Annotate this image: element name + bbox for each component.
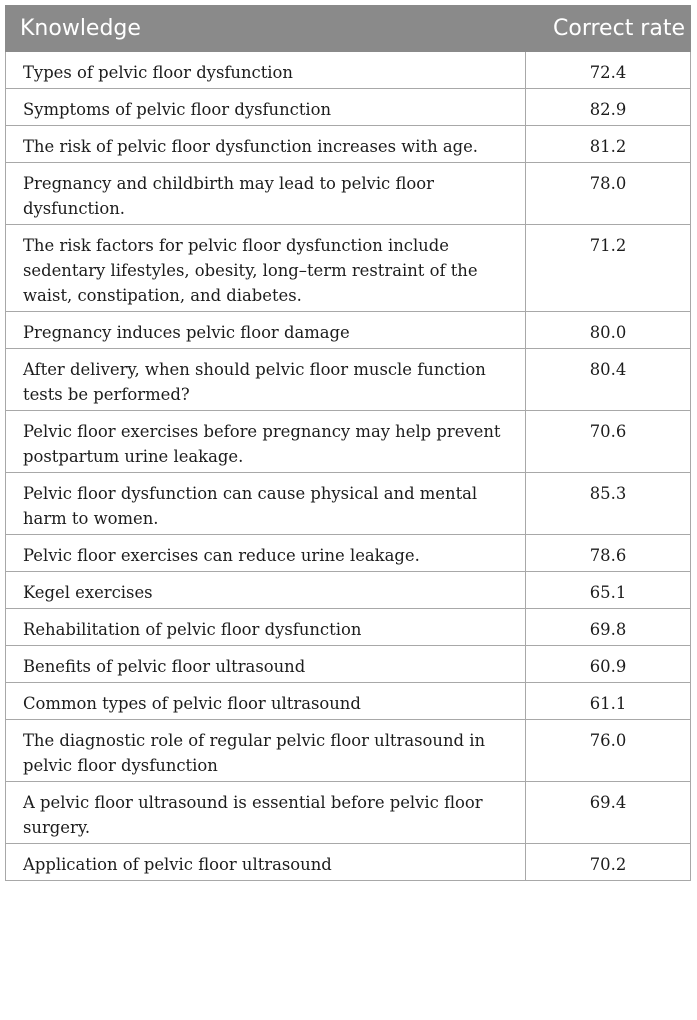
knowledge-table [5, 5, 691, 881]
rate-cell: 76.0 [526, 720, 691, 782]
table-row [6, 609, 691, 646]
rate-cell: 78.0 [526, 163, 691, 225]
table-row [6, 844, 691, 881]
rate-cell: 71.2 [526, 225, 691, 312]
rate-cell: 80.0 [526, 312, 691, 349]
table-row [6, 225, 691, 312]
knowledge-cell: Pregnancy and childbirth may lead to pelvic floor dysfunction. [6, 163, 526, 225]
rate-cell: 85.3 [526, 473, 691, 535]
knowledge-cell: Types of pelvic floor dysfunction [6, 52, 526, 89]
knowledge-cell: Symptoms of pelvic floor dysfunction [6, 89, 526, 126]
rate-cell: 70.6 [526, 411, 691, 473]
table-row [6, 411, 691, 473]
knowledge-cell: Pelvic floor dysfunction can cause physical and mental harm to women. [6, 473, 526, 535]
table-row [6, 572, 691, 609]
rate-cell: 60.9 [526, 646, 691, 683]
table-row [6, 89, 691, 126]
header-knowledge: Knowledge [6, 6, 526, 52]
knowledge-table-container [5, 5, 690, 881]
rate-cell: 82.9 [526, 89, 691, 126]
knowledge-cell: Pelvic floor exercises before pregnancy may help prevent postpartum urine leakage. [6, 411, 526, 473]
header-row [6, 6, 691, 52]
rate-cell: 69.4 [526, 782, 691, 844]
header-correct-rate: Correct rate [526, 6, 691, 52]
knowledge-cell: After delivery, when should pelvic floor muscle function tests be performed? [6, 349, 526, 411]
knowledge-cell: Benefits of pelvic floor ultrasound [6, 646, 526, 683]
knowledge-cell: Rehabilitation of pelvic floor dysfunction [6, 609, 526, 646]
rate-cell: 65.1 [526, 572, 691, 609]
rate-cell: 81.2 [526, 126, 691, 163]
table-header [6, 6, 691, 52]
table-row [6, 163, 691, 225]
rate-cell: 78.6 [526, 535, 691, 572]
knowledge-cell: Pelvic floor exercises can reduce urine leakage. [6, 535, 526, 572]
rate-cell: 72.4 [526, 52, 691, 89]
knowledge-cell: Pregnancy induces pelvic floor damage [6, 312, 526, 349]
table-row [6, 646, 691, 683]
table-row [6, 349, 691, 411]
table-row [6, 535, 691, 572]
table-row [6, 683, 691, 720]
table-row [6, 312, 691, 349]
rate-cell: 70.2 [526, 844, 691, 881]
knowledge-cell: The risk factors for pelvic floor dysfunction include sedentary lifestyles, obesity, long–term restraint of the waist, constipation, and diabetes. [6, 225, 526, 312]
knowledge-cell: The risk of pelvic floor dysfunction increases with age. [6, 126, 526, 163]
table-row [6, 473, 691, 535]
rate-cell: 80.4 [526, 349, 691, 411]
rate-cell: 61.1 [526, 683, 691, 720]
knowledge-cell: Application of pelvic floor ultrasound [6, 844, 526, 881]
table-row [6, 720, 691, 782]
table-body [6, 52, 691, 881]
knowledge-cell: Common types of pelvic floor ultrasound [6, 683, 526, 720]
knowledge-cell: The diagnostic role of regular pelvic floor ultrasound in pelvic floor dysfunction [6, 720, 526, 782]
knowledge-cell: Kegel exercises [6, 572, 526, 609]
table-row [6, 126, 691, 163]
table-row [6, 52, 691, 89]
rate-cell: 69.8 [526, 609, 691, 646]
knowledge-cell: A pelvic floor ultrasound is essential before pelvic floor surgery. [6, 782, 526, 844]
table-row [6, 782, 691, 844]
